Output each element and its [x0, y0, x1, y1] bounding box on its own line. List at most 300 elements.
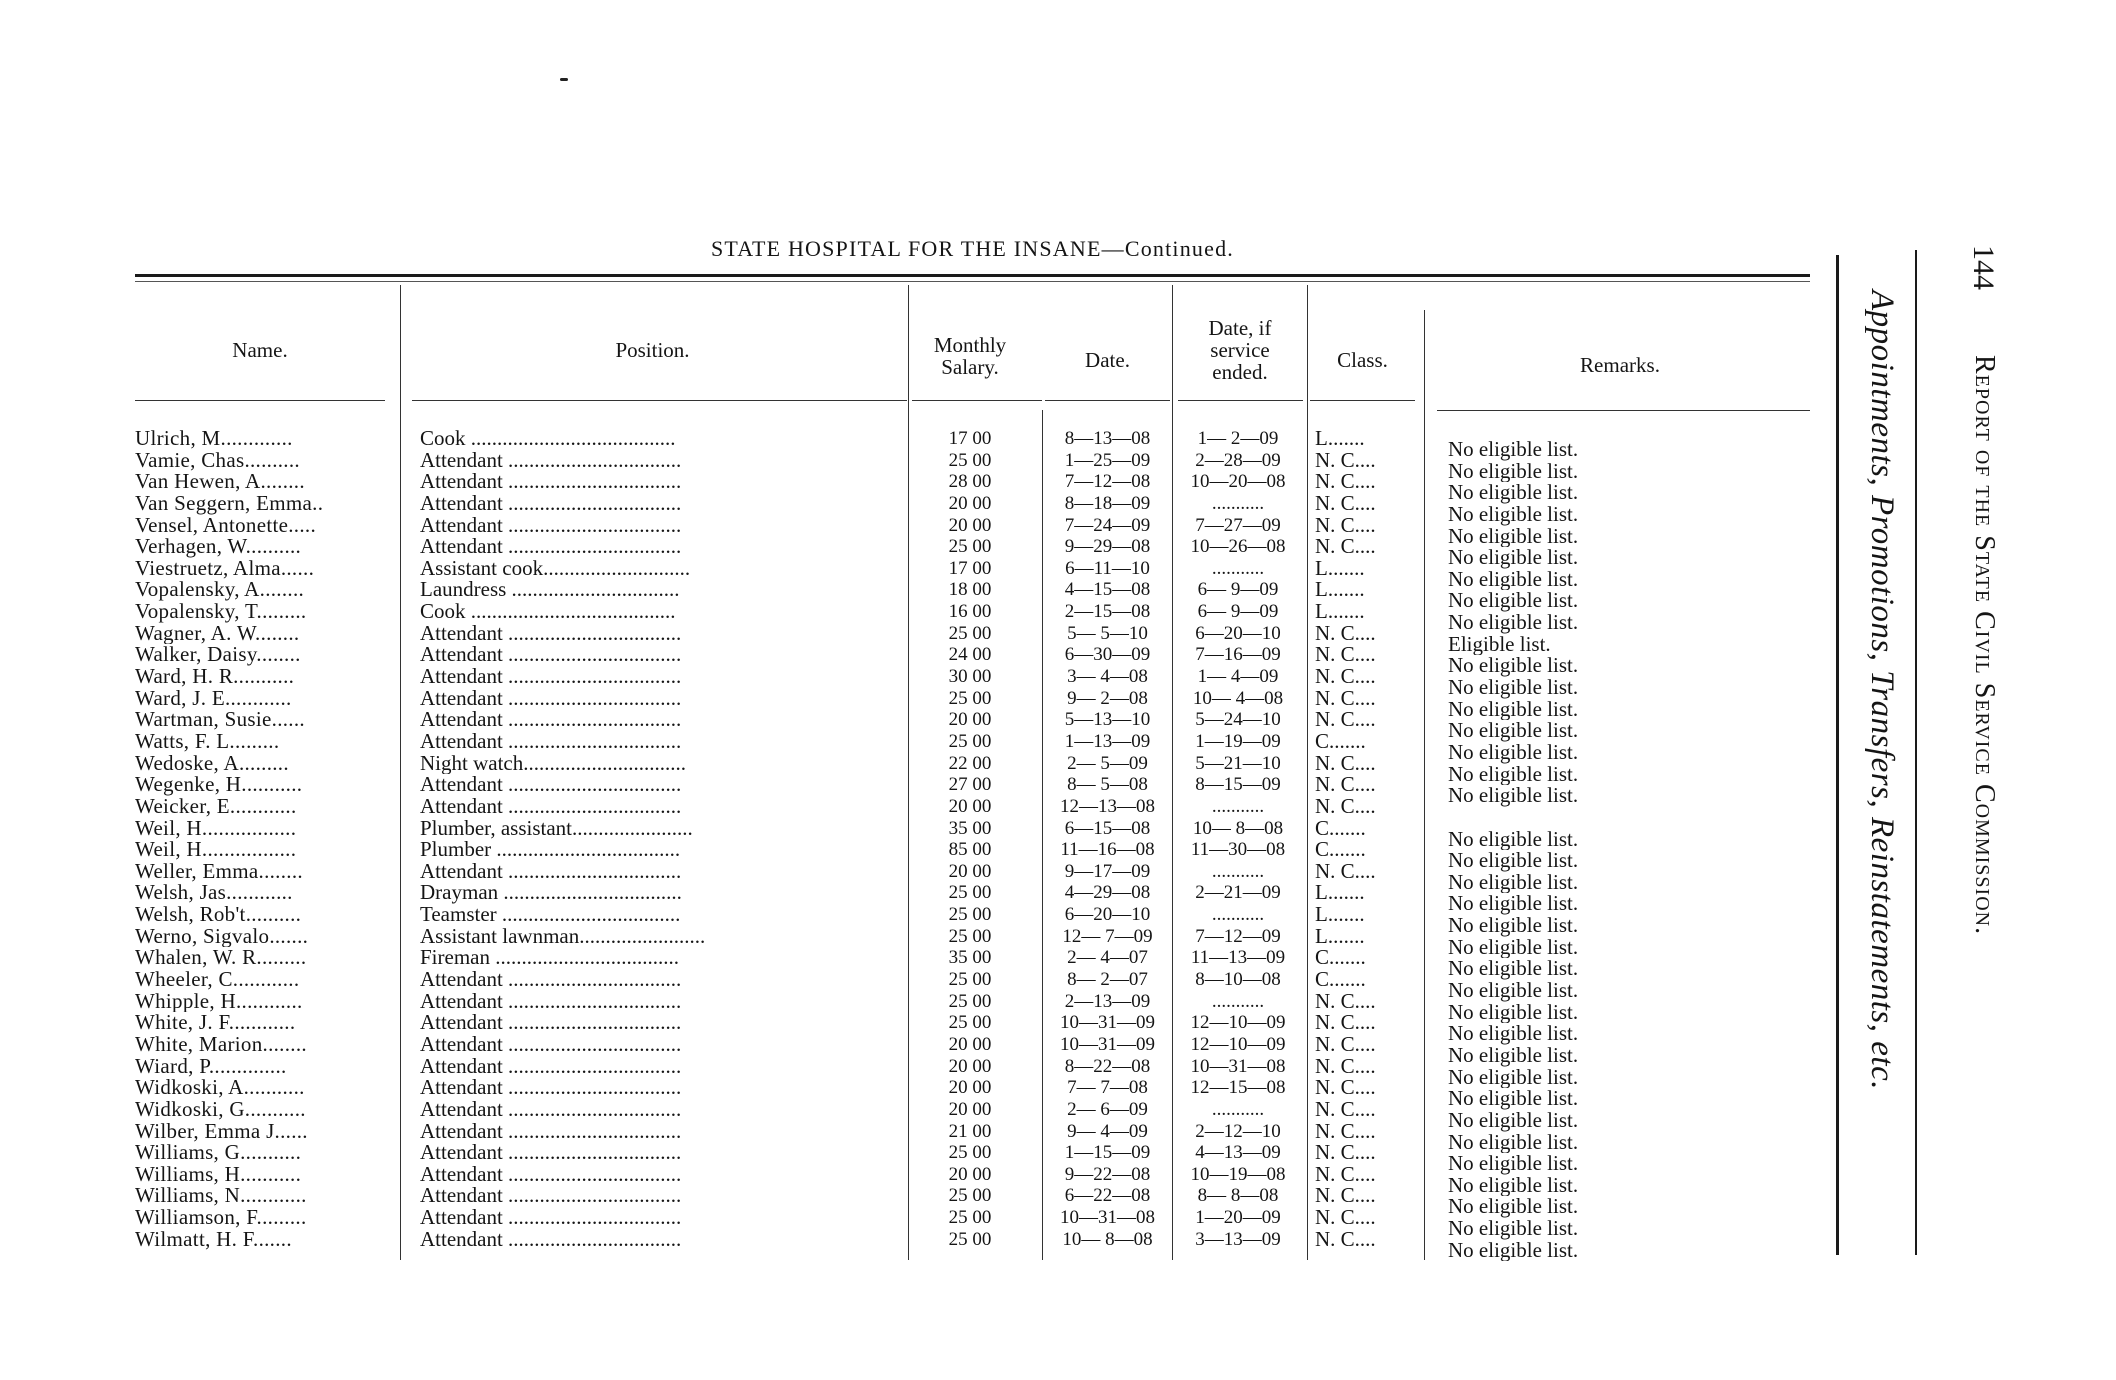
table-cell-ended: 8— 8—08: [1197, 1185, 1279, 1207]
table-cell-name: Widkoski, G...........: [135, 1098, 306, 1121]
column-separator: [1042, 410, 1043, 1260]
table-cell-remarks: No eligible list.: [1448, 1131, 1579, 1154]
table-cell-remarks: No eligible list.: [1448, 655, 1579, 678]
table-cell-position: Attendant .................................: [420, 666, 682, 688]
table-cell-date: 9—22—08: [1064, 1163, 1151, 1185]
table-cell-position: Attendant .................................: [420, 622, 682, 645]
table-cell-position: Attendant .................................: [420, 990, 682, 1013]
table-cell-name: Whipple, H............: [135, 990, 303, 1013]
table-cell-name: Van Seggern, Emma..: [135, 492, 324, 515]
header-rule-class: [1310, 400, 1415, 401]
table-cell-remarks: No eligible list.: [1448, 785, 1579, 807]
table-cell-name: Whalen, W. R.........: [135, 947, 307, 970]
table-cell-name: Wedoske, A.........: [135, 752, 289, 775]
table-cell-remarks: No eligible list.: [1448, 503, 1579, 526]
table-cell-ended: 6— 9—09: [1197, 601, 1279, 623]
header-remarks: Remarks.: [1580, 353, 1660, 377]
table-cell-name: Wegenke, H...........: [135, 774, 303, 796]
table-cell-name: Widkoski, A...........: [135, 1077, 305, 1099]
table-cell-position: Attendant .................................: [420, 687, 682, 710]
table-cell-salary: 20 00: [948, 1163, 992, 1185]
table-cell-cls: N. C....: [1315, 471, 1376, 493]
table-cell-date: 9— 2—08: [1067, 687, 1148, 709]
table-cell-remarks: No eligible list.: [1448, 439, 1579, 461]
table-cell-position: Attendant .................................: [420, 730, 682, 753]
header-date-ended: Date, if service ended.: [1208, 316, 1272, 384]
table-cell-ended: 6—20—10: [1195, 622, 1281, 644]
table-cell-salary: 25 00: [948, 990, 992, 1012]
table-cell-cls: N. C....: [1315, 449, 1376, 472]
date-ended-column: [1178, 428, 1298, 1250]
table-cell-ended: 10—19—08: [1190, 1163, 1286, 1185]
table-cell-position: Attendant .................................: [420, 1120, 682, 1143]
table-cell-position: Attendant .................................: [420, 1142, 682, 1164]
table-cell-cls: C.......: [1315, 947, 1366, 970]
table-cell-cls: N. C....: [1315, 1185, 1376, 1208]
salary-column: [915, 428, 1025, 1250]
table-cell-name: Van Hewen, A........: [135, 471, 305, 493]
table-cell-ended: ...........: [1211, 557, 1265, 579]
table-cell-name: Wartman, Susie......: [135, 709, 305, 731]
table-cell-ended: 6— 9—09: [1197, 579, 1279, 601]
table-cell-name: Wiard, P..............: [135, 1055, 287, 1078]
table-cell-salary: 20 00: [948, 492, 992, 514]
table-cell-position: Attendant .................................: [420, 536, 682, 558]
header-rule-date: [1045, 400, 1170, 401]
table-cell-date: 2—15—08: [1064, 601, 1151, 623]
table-cell-position: Attendant .................................: [420, 969, 682, 991]
header-rule-remarks: [1437, 410, 1810, 411]
table-cell-remarks: No eligible list.: [1448, 1001, 1579, 1024]
table-cell-position: Plumber ...................................: [420, 839, 681, 861]
table-cell-date: 12— 7—09: [1062, 925, 1153, 947]
table-cell-remarks: No eligible list.: [1448, 525, 1579, 548]
table-cell-cls: L.......: [1315, 882, 1365, 905]
table-cell-salary: 35 00: [948, 947, 992, 969]
table-cell-date: 8—13—08: [1064, 428, 1151, 449]
table-cell-ended: 8—15—09: [1195, 774, 1281, 796]
table-cell-position: Drayman ..................................: [420, 882, 682, 905]
table-cell-ended: 1—20—09: [1195, 1207, 1281, 1229]
table-cell-position: Attendant .................................: [420, 1012, 682, 1034]
running-head: Report of the State Civil Service Commission.: [1969, 355, 2000, 936]
table-cell-name: Williams, G...........: [135, 1142, 302, 1164]
table-cell-position: Attendant .................................: [420, 1163, 682, 1186]
side-title: Appointments, Promotions, Transfers, Reinstatements, etc.: [1864, 290, 1900, 1090]
table-cell-ended: ...........: [1211, 860, 1265, 882]
table-cell-name: Williamson, F.........: [135, 1207, 307, 1229]
table-cell-salary: 27 00: [948, 774, 992, 796]
table-cell-date: 6—20—10: [1064, 904, 1151, 926]
table-cell-date: 5— 5—10: [1067, 622, 1148, 644]
table-cell-position: Attendant .................................: [420, 1033, 682, 1056]
table-cell-position: Cook .......................................: [420, 428, 676, 450]
table-cell-cls: L.......: [1315, 428, 1365, 450]
table-cell-date: 4—15—08: [1064, 579, 1151, 601]
table-cell-cls: N. C....: [1315, 1098, 1376, 1121]
header-salary: Monthly Salary.: [933, 333, 1007, 379]
table-cell-salary: 16 00: [948, 601, 992, 623]
table-cell-date: 8—22—08: [1064, 1055, 1151, 1077]
table-cell-name: Weller, Emma........: [135, 860, 303, 883]
table-cell-remarks: No eligible list.: [1448, 1023, 1579, 1045]
table-cell-remarks: No eligible list.: [1448, 1066, 1579, 1089]
table-cell-salary: 25 00: [948, 1012, 992, 1034]
table-cell-salary: 25 00: [948, 1228, 992, 1250]
page-number: 144: [1967, 245, 2000, 290]
table-cell-name: Viestruetz, Alma......: [135, 557, 315, 580]
table-cell-salary: 25 00: [948, 904, 992, 926]
table-cell-date: 8—18—09: [1064, 492, 1151, 514]
table-cell-salary: 25 00: [948, 449, 992, 471]
table-cell-cls: N. C....: [1315, 990, 1376, 1013]
table-cell-position: Attendant .................................: [420, 1207, 682, 1229]
table-cell-date: 10—31—08: [1060, 1207, 1155, 1229]
table-cell-name: Vensel, Antonette.....: [135, 514, 316, 537]
table-cell-cls: N. C....: [1315, 774, 1376, 796]
table-cell-salary: 17 00: [948, 428, 992, 449]
table-cell-date: 4—29—08: [1064, 882, 1151, 904]
table-cell-ended: ...........: [1211, 990, 1265, 1012]
table-cell-salary: 21 00: [948, 1120, 992, 1142]
table-cell-date: 1—15—09: [1064, 1142, 1151, 1164]
table-cell-remarks: No eligible list.: [1448, 871, 1579, 894]
table-cell-ended: 8—10—08: [1195, 969, 1281, 991]
table-cell-date: 2— 4—07: [1067, 947, 1148, 969]
table-cell-cls: N. C....: [1315, 1077, 1376, 1099]
date-column: [1045, 428, 1170, 1250]
side-rule: [1915, 250, 1917, 1255]
table-cell-cls: N. C....: [1315, 514, 1376, 537]
table-cell-name: Wheeler, C............: [135, 969, 300, 991]
header-rule-name: [135, 400, 385, 401]
table-cell-remarks: No eligible list.: [1448, 741, 1579, 764]
table-cell-ended: 12—10—09: [1190, 1012, 1286, 1034]
table-cell-position: Teamster ..................................: [420, 904, 681, 926]
table-cell-date: 6—15—08: [1064, 817, 1151, 839]
table-cell-salary: 25 00: [948, 882, 992, 904]
table-cell-name: Ward, H. R...........: [135, 666, 295, 688]
table-cell-name: White, J. F............: [135, 1012, 296, 1034]
table-cell-date: 8— 2—07: [1067, 969, 1148, 991]
table-cell-name: Williams, H...........: [135, 1163, 302, 1186]
table-cell-name: Wilber, Emma J......: [135, 1120, 308, 1143]
table-cell-remarks: No eligible list.: [1448, 698, 1579, 721]
table-cell-ended: 12—10—09: [1190, 1033, 1286, 1055]
table-cell-name: Vopalensky, A........: [135, 579, 305, 602]
table-cell-remarks: No eligible list.: [1448, 1196, 1579, 1219]
header-rule-salary: [912, 400, 1042, 401]
table-cell-name: Werno, Sigvalo.......: [135, 925, 309, 948]
table-cell-ended: 1—19—09: [1195, 730, 1281, 752]
table-cell-remarks: Eligible list.: [1448, 633, 1551, 656]
table-cell-date: 6—30—09: [1064, 644, 1151, 666]
table-cell-remarks: No eligible list.: [1448, 828, 1579, 851]
table-cell-position: Attendant .................................: [420, 1077, 682, 1099]
class-column: [1315, 428, 1415, 1250]
table-cell-date: 2— 5—09: [1067, 752, 1148, 774]
side-rule: [1836, 255, 1839, 1255]
header-date: Date.: [1085, 348, 1130, 372]
table-cell-position: Attendant .................................: [420, 492, 682, 515]
table-cell-cls: N. C....: [1315, 1055, 1376, 1078]
column-separator: [1307, 285, 1308, 1260]
table-cell-ended: 7—12—09: [1195, 925, 1281, 947]
table-cell-cls: N. C....: [1315, 1163, 1376, 1186]
table-cell-remarks: No eligible list.: [1448, 612, 1579, 634]
table-cell-position: Cook .......................................: [420, 601, 676, 623]
table-cell-cls: N. C....: [1315, 622, 1376, 645]
table-cell-ended: 1— 2—09: [1197, 428, 1279, 449]
table-cell-ended: 10—20—08: [1190, 471, 1286, 493]
table-cell-salary: 25 00: [948, 1207, 992, 1229]
table-cell-cls: N. C....: [1315, 1142, 1376, 1164]
table-cell-salary: 20 00: [948, 1033, 992, 1055]
table-cell-name: Welsh, Jas............: [135, 882, 293, 905]
remarks-column: [1448, 439, 1778, 1261]
table-cell-cls: C.......: [1315, 817, 1366, 840]
table-cell-cls: N. C....: [1315, 860, 1376, 883]
table-cell-name: Weil, H.................: [135, 817, 297, 840]
table-cell-date: 11—16—08: [1060, 839, 1155, 861]
table-cell-cls: C.......: [1315, 969, 1366, 991]
table-cell-salary: 25 00: [948, 925, 992, 947]
table-cell-name: Walker, Daisy........: [135, 644, 301, 667]
table-cell-remarks: No eligible list.: [1448, 1088, 1579, 1110]
table-cell-remarks: No eligible list.: [1448, 850, 1579, 872]
table-cell-remarks: No eligible list.: [1448, 936, 1579, 959]
header-rule-position: [412, 400, 907, 401]
table-cell-name: Ulrich, M.............: [135, 428, 293, 450]
table-title: STATE HOSPITAL FOR THE INSANE—Continued.: [711, 236, 1234, 261]
table-cell-remarks: No eligible list.: [1448, 677, 1579, 699]
table-cell-date: 8— 5—08: [1067, 774, 1148, 796]
table-cell-salary: 20 00: [948, 1055, 992, 1077]
table-cell-remarks: No eligible list.: [1448, 1109, 1579, 1132]
table-cell-date: 9—17—09: [1064, 860, 1151, 882]
table-cell-remarks: No eligible list.: [1448, 460, 1579, 483]
table-cell-name: Verhagen, W..........: [135, 536, 302, 558]
table-cell-cls: N. C....: [1315, 1033, 1376, 1056]
table-cell-salary: 25 00: [948, 1185, 992, 1207]
table-cell-remarks: No eligible list.: [1448, 1044, 1579, 1067]
table-cell-salary: 25 00: [948, 730, 992, 752]
table-cell-date: 3— 4—08: [1067, 666, 1148, 688]
table-cell-remarks: No eligible list.: [1448, 1174, 1579, 1197]
table-cell-date: 7—12—08: [1064, 471, 1151, 493]
table-cell-cls: N. C....: [1315, 1012, 1376, 1034]
table-cell-name: Vamie, Chas..........: [135, 449, 300, 472]
table-cell-ended: 5—21—10: [1195, 752, 1281, 774]
table-cell-ended: 3—13—09: [1195, 1228, 1281, 1250]
table-cell-salary: 28 00: [948, 471, 992, 493]
table-cell-remarks: No eligible list.: [1448, 1218, 1579, 1240]
table-cell-remarks: No eligible list.: [1448, 893, 1579, 916]
table-cell-salary: 25 00: [948, 969, 992, 991]
table-cell-position: Attendant .................................: [420, 1098, 682, 1121]
table-cell-salary: 20 00: [948, 1098, 992, 1120]
table-cell-cls: N. C....: [1315, 1228, 1376, 1251]
table-cell-salary: 25 00: [948, 622, 992, 644]
table-cell-name: Wagner, A. W........: [135, 622, 300, 645]
table-cell-salary: 20 00: [948, 860, 992, 882]
table-cell-date: 9—29—08: [1064, 536, 1151, 558]
table-cell-cls: L.......: [1315, 601, 1365, 623]
table-cell-ended: 2—12—10: [1195, 1120, 1281, 1142]
table-cell-salary: 22 00: [948, 752, 992, 774]
table-cell-date: 9— 4—09: [1067, 1120, 1148, 1142]
table-cell-cls: C.......: [1315, 839, 1366, 861]
table-cell-name: Weicker, E............: [135, 795, 297, 818]
table-cell-position: Attendant .................................: [420, 514, 682, 537]
table-cell-position: Laundress ................................: [420, 579, 680, 602]
table-cell-position: Assistant cook............................: [420, 557, 691, 580]
table-cell-position: Attendant .................................: [420, 709, 682, 731]
table-cell-date: 1—13—09: [1064, 730, 1151, 752]
table-cell-date: 10—31—09: [1060, 1012, 1155, 1034]
table-cell-ended: 1— 4—09: [1197, 666, 1279, 688]
table-cell-salary: 18 00: [948, 579, 992, 601]
table-cell-ended: 12—15—08: [1190, 1077, 1286, 1099]
table-cell-cls: N. C....: [1315, 666, 1376, 688]
table-cell-remarks: No eligible list.: [1448, 980, 1579, 1002]
table-cell-position: Attendant .................................: [420, 860, 682, 883]
table-cell-remarks: [1448, 807, 1778, 829]
table-cell-ended: ...........: [1211, 795, 1265, 817]
table-cell-name: Weil, H.................: [135, 839, 297, 861]
table-cell-cls: L.......: [1315, 557, 1365, 580]
table-cell-salary: 20 00: [948, 1077, 992, 1099]
table-cell-cls: N. C....: [1315, 1120, 1376, 1143]
table-cell-salary: 25 00: [948, 1142, 992, 1164]
table-cell-position: Attendant .................................: [420, 644, 682, 667]
table-cell-salary: 35 00: [948, 817, 992, 839]
table-cell-position: Attendant .................................: [420, 1185, 682, 1208]
table-cell-ended: ...........: [1211, 492, 1265, 514]
header-position: Position.: [615, 338, 690, 362]
table-cell-position: Attendant .................................: [420, 449, 682, 472]
table-cell-ended: 2—21—09: [1195, 882, 1281, 904]
column-separator: [1172, 285, 1173, 1260]
table-cell-cls: N. C....: [1315, 687, 1376, 710]
table-cell-cls: L.......: [1315, 904, 1365, 926]
table-cell-cls: N. C....: [1315, 536, 1376, 558]
table-cell-salary: 24 00: [948, 644, 992, 666]
table-cell-salary: 20 00: [948, 795, 992, 817]
table-cell-cls: L.......: [1315, 925, 1365, 948]
table-cell-name: Wilmatt, H. F.......: [135, 1228, 292, 1251]
column-separator: [400, 285, 401, 1260]
table-cell-name: Watts, F. L.........: [135, 730, 280, 753]
table-cell-date: 10— 8—08: [1062, 1228, 1153, 1250]
table-cell-position: Attendant .................................: [420, 774, 682, 796]
table-cell-ended: ...........: [1211, 904, 1265, 926]
table-cell-ended: ...........: [1211, 1098, 1265, 1120]
table-cell-salary: 85 00: [948, 839, 992, 861]
table-cell-remarks: No eligible list.: [1448, 482, 1579, 504]
table-cell-name: Vopalensky, T.........: [135, 601, 307, 623]
table-cell-date: 7— 7—08: [1067, 1077, 1148, 1099]
name-column: [135, 428, 385, 1250]
table-cell-name: Ward, J. E............: [135, 687, 292, 710]
table-cell-ended: 5—24—10: [1195, 709, 1281, 731]
table-cell-position: Night watch...............................: [420, 752, 686, 775]
table-cell-position: Plumber, assistant.......................: [420, 817, 693, 840]
table-cell-cls: N. C....: [1315, 492, 1376, 515]
table-cell-cls: N. C....: [1315, 1207, 1376, 1229]
table-cell-remarks: No eligible list.: [1448, 568, 1579, 591]
table-cell-remarks: No eligible list.: [1448, 547, 1579, 569]
table-cell-position: Attendant .................................: [420, 795, 682, 818]
header-rule-ended: [1178, 400, 1303, 401]
table-cell-remarks: No eligible list.: [1448, 958, 1579, 981]
table-cell-date: 1—25—09: [1064, 449, 1151, 471]
table-cell-ended: 2—28—09: [1195, 449, 1281, 471]
table-cell-salary: 20 00: [948, 514, 992, 536]
table-cell-ended: 10— 4—08: [1192, 687, 1284, 709]
table-cell-ended: 11—13—09: [1190, 947, 1286, 969]
table-cell-position: Attendant .................................: [420, 1055, 682, 1078]
position-column: [420, 428, 905, 1250]
table-cell-cls: L.......: [1315, 579, 1365, 602]
table-cell-salary: 25 00: [948, 687, 992, 709]
table-cell-ended: 10—26—08: [1190, 536, 1286, 558]
table-cell-ended: 10— 8—08: [1192, 817, 1284, 839]
table-cell-remarks: No eligible list.: [1448, 1153, 1579, 1175]
table-cell-cls: N. C....: [1315, 709, 1376, 731]
table-cell-ended: 7—27—09: [1195, 514, 1281, 536]
table-cell-salary: 25 00: [948, 536, 992, 558]
table-cell-date: 7—24—09: [1064, 514, 1151, 536]
table-cell-position: Fireman ...................................: [420, 947, 679, 970]
table-cell-name: Williams, N............: [135, 1185, 307, 1208]
table-cell-date: 5—13—10: [1064, 709, 1151, 731]
table-cell-date: 6—11—10: [1065, 557, 1150, 579]
table-cell-position: Assistant lawnman........................: [420, 925, 706, 948]
table-cell-cls: N. C....: [1315, 795, 1376, 818]
table-cell-salary: 30 00: [948, 666, 992, 688]
table-cell-date: 6—22—08: [1064, 1185, 1151, 1207]
table-cell-salary: 20 00: [948, 709, 992, 731]
table-cell-ended: 7—16—09: [1195, 644, 1281, 666]
table-cell-position: Attendant .................................: [420, 471, 682, 493]
top-rule-thin: [135, 281, 1810, 282]
table-cell-remarks: No eligible list.: [1448, 590, 1579, 613]
table-cell-salary: 17 00: [948, 557, 992, 579]
ink-speck: [560, 78, 568, 81]
table-cell-name: Welsh, Rob't..........: [135, 904, 302, 926]
table-cell-name: White, Marion........: [135, 1033, 307, 1056]
table-cell-cls: N. C....: [1315, 752, 1376, 775]
table-cell-remarks: No eligible list.: [1448, 1239, 1579, 1262]
top-rule: [135, 274, 1810, 277]
header-class: Class.: [1337, 348, 1388, 372]
table-cell-date: 10—31—09: [1060, 1033, 1155, 1055]
table-cell-position: Attendant .................................: [420, 1228, 682, 1251]
header-name: Name.: [232, 338, 288, 362]
column-separator: [908, 285, 909, 1260]
table-cell-remarks: No eligible list.: [1448, 720, 1579, 742]
table-cell-remarks: No eligible list.: [1448, 763, 1579, 786]
table-cell-date: 12—13—08: [1060, 795, 1155, 817]
table-cell-ended: 4—13—09: [1195, 1142, 1281, 1164]
column-separator: [1424, 310, 1425, 1260]
table-cell-ended: 11—30—08: [1190, 839, 1286, 861]
table-cell-remarks: No eligible list.: [1448, 915, 1579, 937]
table-cell-ended: 10—31—08: [1190, 1055, 1286, 1077]
table-cell-date: 2—13—09: [1064, 990, 1151, 1012]
table-cell-date: 2— 6—09: [1067, 1098, 1148, 1120]
